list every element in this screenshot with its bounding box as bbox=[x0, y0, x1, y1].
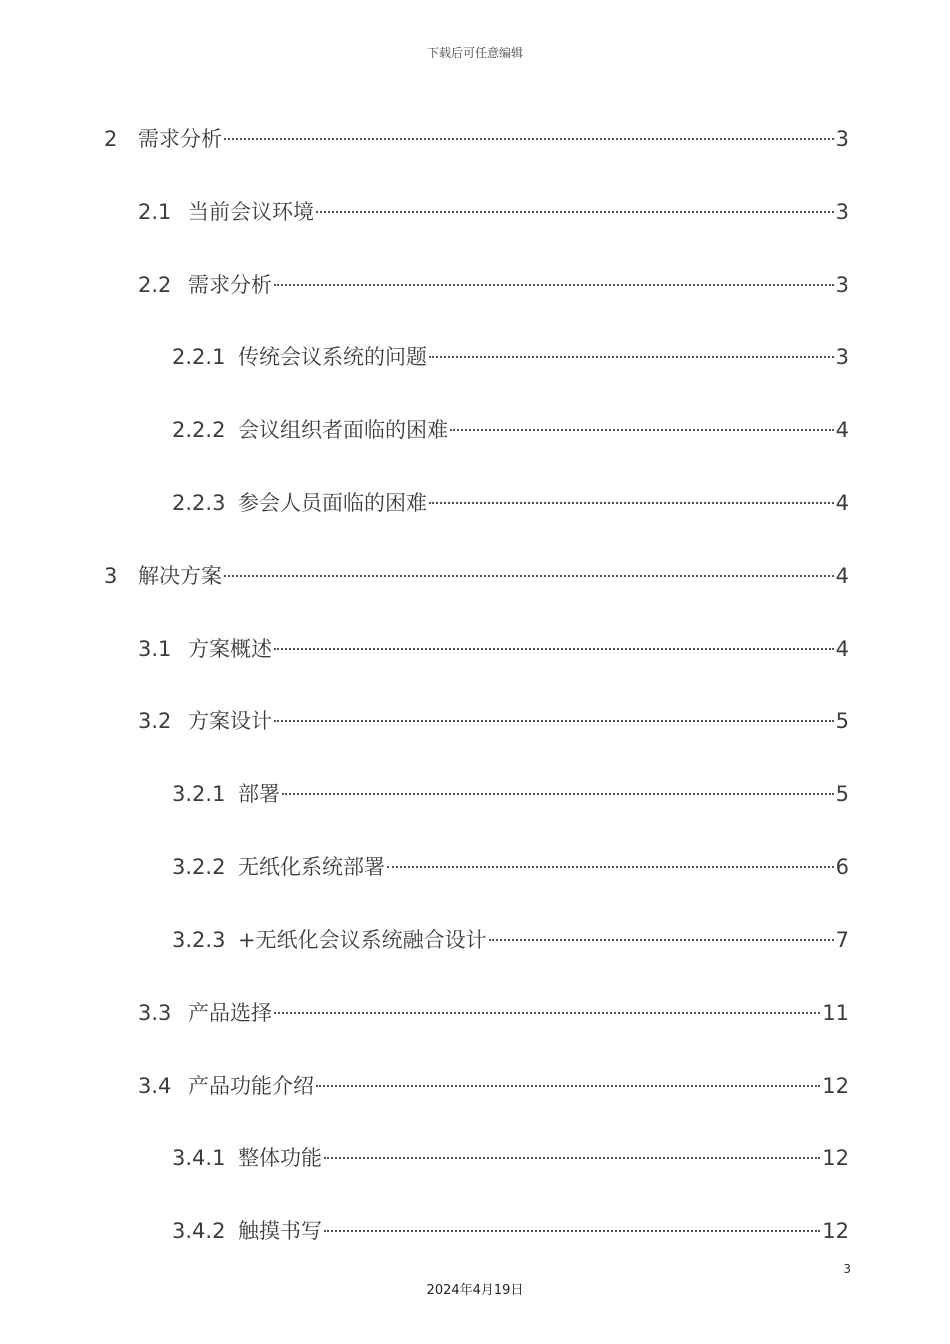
toc-dot-leader bbox=[429, 356, 834, 358]
toc-entry-number: 2.2.2 bbox=[172, 418, 226, 442]
toc-entry-title: 产品选择 bbox=[188, 1001, 272, 1025]
toc-entry-title: 解决方案 bbox=[138, 564, 222, 588]
toc-entry-title: 方案概述 bbox=[188, 637, 272, 661]
toc-entry-title: 当前会议环境 bbox=[188, 200, 314, 224]
toc-entry-number: 3.2 bbox=[138, 709, 172, 733]
toc-entry[interactable] bbox=[172, 852, 849, 882]
toc-entry-page: 6 bbox=[835, 855, 849, 879]
toc-entry-title: 需求分析 bbox=[138, 127, 222, 151]
toc-entry-page: 3 bbox=[835, 127, 849, 151]
toc-entry[interactable] bbox=[172, 925, 849, 955]
toc-entry-title: 会议组织者面临的困难 bbox=[238, 418, 448, 442]
toc-dot-leader bbox=[387, 866, 834, 868]
toc-entry-title: 产品功能介绍 bbox=[188, 1074, 314, 1098]
toc-dot-leader bbox=[316, 211, 834, 213]
toc-entry-page: 3 bbox=[835, 200, 849, 224]
toc-dot-leader bbox=[282, 793, 834, 795]
toc-dot-leader bbox=[316, 1085, 820, 1087]
toc-entry-number: 3.4 bbox=[138, 1074, 172, 1098]
toc-entry[interactable] bbox=[138, 706, 849, 736]
toc-entry[interactable] bbox=[172, 1216, 849, 1246]
toc-entry[interactable] bbox=[138, 634, 849, 664]
toc-entry-number: 3 bbox=[104, 564, 118, 588]
toc-entry-page: 4 bbox=[835, 491, 849, 515]
toc-entry[interactable] bbox=[172, 342, 849, 372]
toc-entry-page: 3 bbox=[835, 345, 849, 369]
toc-entry-number: 2.1 bbox=[138, 200, 172, 224]
toc-entry-title: +无纸化会议系统融合设计 bbox=[238, 928, 487, 952]
toc-entry[interactable] bbox=[172, 415, 849, 445]
toc-entry-page: 11 bbox=[822, 1001, 849, 1025]
toc-entry[interactable] bbox=[104, 124, 849, 154]
toc-entry-title: 无纸化系统部署 bbox=[238, 855, 385, 879]
toc-entry[interactable] bbox=[138, 197, 849, 227]
toc-entry-number: 3.2.2 bbox=[172, 855, 226, 879]
footer-date: 2024年4月19日 bbox=[426, 1283, 524, 1298]
toc-entry-number: 2.2.1 bbox=[172, 345, 226, 369]
toc-dot-leader bbox=[450, 429, 834, 431]
toc-entry-title: 触摸书写 bbox=[238, 1219, 322, 1243]
toc-entry[interactable] bbox=[104, 561, 849, 591]
toc-entry-title: 整体功能 bbox=[238, 1146, 322, 1170]
toc-dot-leader bbox=[324, 1157, 820, 1159]
toc-entry-number: 2.2.3 bbox=[172, 491, 226, 515]
toc-entry[interactable] bbox=[138, 1071, 849, 1101]
toc-entry-title: 参会人员面临的困难 bbox=[238, 491, 427, 515]
toc-dot-leader bbox=[489, 939, 834, 941]
toc-entry-title: 方案设计 bbox=[188, 709, 272, 733]
toc-entry-number: 3.2.3 bbox=[172, 928, 226, 952]
toc-dot-leader bbox=[324, 1230, 820, 1232]
toc-entry-title: 需求分析 bbox=[188, 273, 272, 297]
toc-dot-leader bbox=[224, 138, 834, 140]
toc-entry-page: 4 bbox=[835, 564, 849, 588]
toc-entry-title: 部署 bbox=[238, 782, 280, 806]
toc-entry[interactable] bbox=[138, 270, 849, 300]
toc-dot-leader bbox=[274, 648, 834, 650]
toc-entry-page: 4 bbox=[835, 418, 849, 442]
toc-entry-number: 3.1 bbox=[138, 637, 172, 661]
toc-dot-leader bbox=[429, 502, 834, 504]
toc-entry-page: 5 bbox=[835, 709, 849, 733]
toc-dot-leader bbox=[274, 720, 834, 722]
toc-entry-page: 12 bbox=[822, 1146, 849, 1170]
toc-entry-number: 3.4.2 bbox=[172, 1219, 226, 1243]
toc-entry-number: 2 bbox=[104, 127, 118, 151]
toc-entry-title: 传统会议系统的问题 bbox=[238, 345, 427, 369]
toc-dot-leader bbox=[274, 1012, 820, 1014]
toc-entry-page: 12 bbox=[822, 1074, 849, 1098]
toc-entry[interactable] bbox=[138, 998, 849, 1028]
toc-entry-number: 3.4.1 bbox=[172, 1146, 226, 1170]
toc-entry-page: 3 bbox=[835, 273, 849, 297]
toc-entry-page: 5 bbox=[835, 782, 849, 806]
toc-entry[interactable] bbox=[172, 488, 849, 518]
toc-entry-number: 3.3 bbox=[138, 1001, 172, 1025]
toc-dot-leader bbox=[224, 575, 834, 577]
toc-entry-page: 4 bbox=[835, 637, 849, 661]
toc-entry[interactable] bbox=[172, 1143, 849, 1173]
toc-entry[interactable] bbox=[172, 779, 849, 809]
toc-entry-page: 12 bbox=[822, 1219, 849, 1243]
page-number: 3 bbox=[843, 1262, 851, 1276]
toc-dot-leader bbox=[274, 284, 834, 286]
toc-entry-number: 3.2.1 bbox=[172, 782, 226, 806]
toc-entry-number: 2.2 bbox=[138, 273, 172, 297]
toc-entry-page: 7 bbox=[835, 928, 849, 952]
page-header: 下载后可任意编辑 bbox=[426, 46, 523, 60]
